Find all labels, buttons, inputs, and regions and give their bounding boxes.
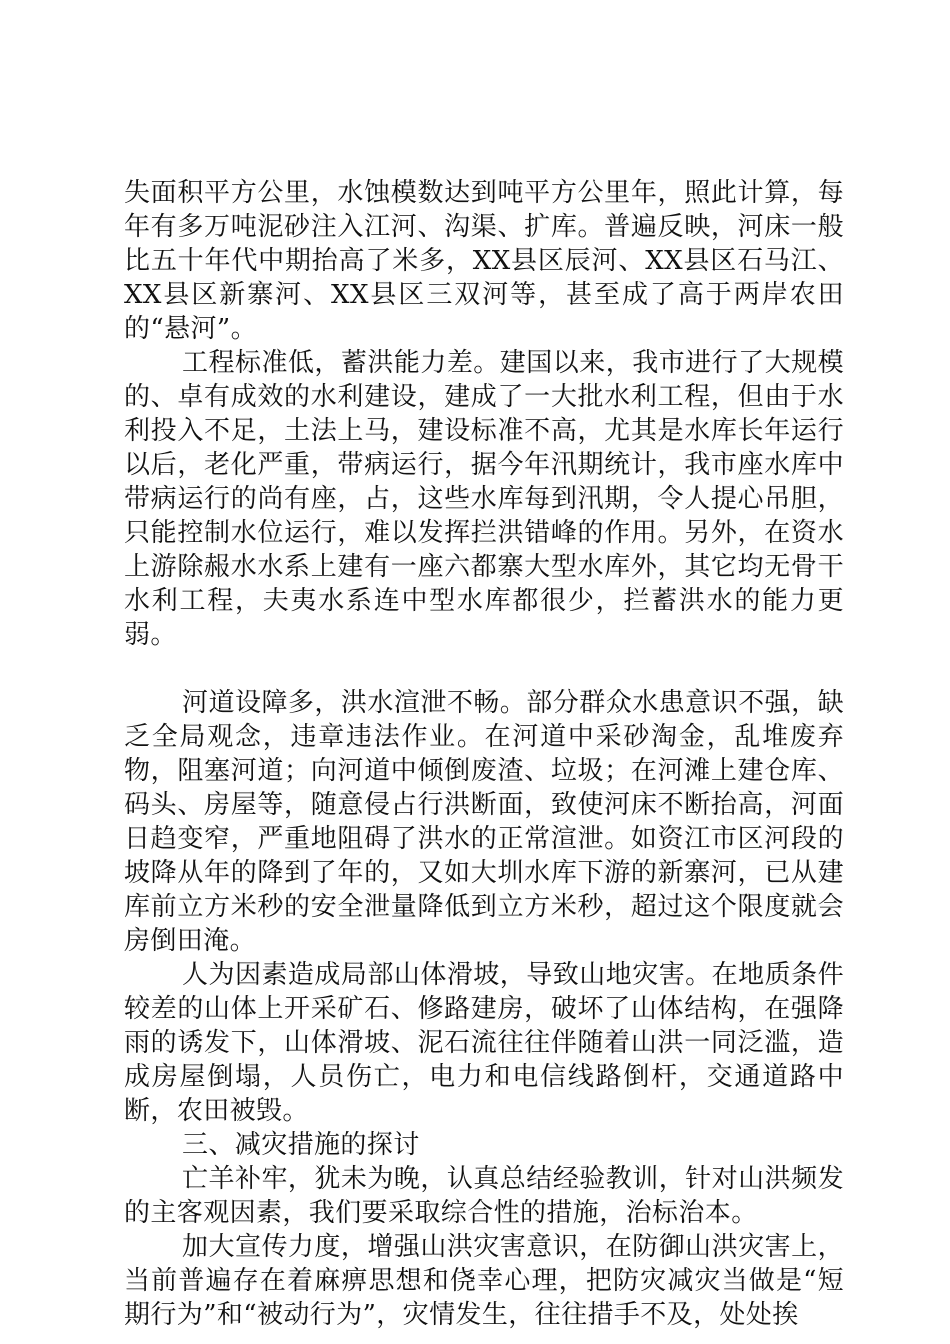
paragraph-awareness: 加大宣传力度，增强山洪灾害意识，在防御山洪灾害上，当前普遍存在着麻痹思想和侥幸心理，把防灾减灾当做是“短期行为”和“被动行为”，灾情发生，往往措手不及，处处挨 bbox=[124, 1232, 844, 1330]
paragraph-engineering-standards: 工程标准低，蓄洪能力差。建国以来，我市进行了大规模的、卓有成效的水利建设，建成了一大批水利工程，但由于水利投入不足，土法上马，建设标准不高，尤其是水库长年运行以后，老化严重，带病运行，据今年汛期统计，我市座水库中带病运行的尚有座，占，这些水库每到汛期，令人提心吊胆，只能控制水位运行，难以发挥拦洪错峰的作用。另外，在资水上游除赧水水系上建有一座六都寨大型水库外，其它均无骨干水利工程，夫夷水系连中型水库都很少，拦蓄洪水的能力更弱。 bbox=[124, 348, 844, 650]
document-body bbox=[124, 176, 844, 1332]
paragraph-landslide: 人为因素造成局部山体滑坡，导致山地灾害。在地质条件较差的山体上开采矿石、修路建房，破坏了山体结构，在强降雨的诱发下，山体滑坡、泥石流往往伴随着山洪一同泛滥，造成房屋倒塌，人员伤亡，电力和电信线路倒杆，交通道路中断，农田被毁。 bbox=[124, 960, 844, 1126]
paragraph-lessons-learned: 亡羊补牢，犹未为晚，认真总结经验教训，针对山洪频发的主客观因素，我们要采取综合性的措施，治标治本。 bbox=[124, 1164, 844, 1228]
paragraph-soil-erosion: 失面积平方公里，水蚀模数达到吨平方公里年，照此计算，每年有多万吨泥砂注入江河、沟渠、扩库。普遍反映，河床一般比五十年代中期抬高了米多，XX县区辰河、XX县区石马江、XX县区新寨河、XX县区三双河等，甚至成了高于两岸农田的“悬河”。 bbox=[124, 178, 844, 344]
section-heading-mitigation: 三、减灾措施的探讨 bbox=[182, 1130, 420, 1160]
paragraph-river-obstruction: 河道设障多，洪水渲泄不畅。部分群众水患意识不强，缺乏全局观念，违章违法作业。在河道中采砂淘金，乱堆废弃物，阻塞河道；向河道中倾倒废渣、垃圾；在河滩上建仓库、码头、房屋等，随意侵占行洪断面，致使河床不断抬高，河面日趋变窄，严重地阻碍了洪水的正常渲泄。如资江市区河段的坡降从年的降到了年的，又如大圳水库下游的新寨河，已从建库前立方米秒的安全泄量降低到立方米秒，超过这个限度就会房倒田淹。 bbox=[124, 688, 844, 956]
paragraph-spacer bbox=[124, 652, 844, 686]
